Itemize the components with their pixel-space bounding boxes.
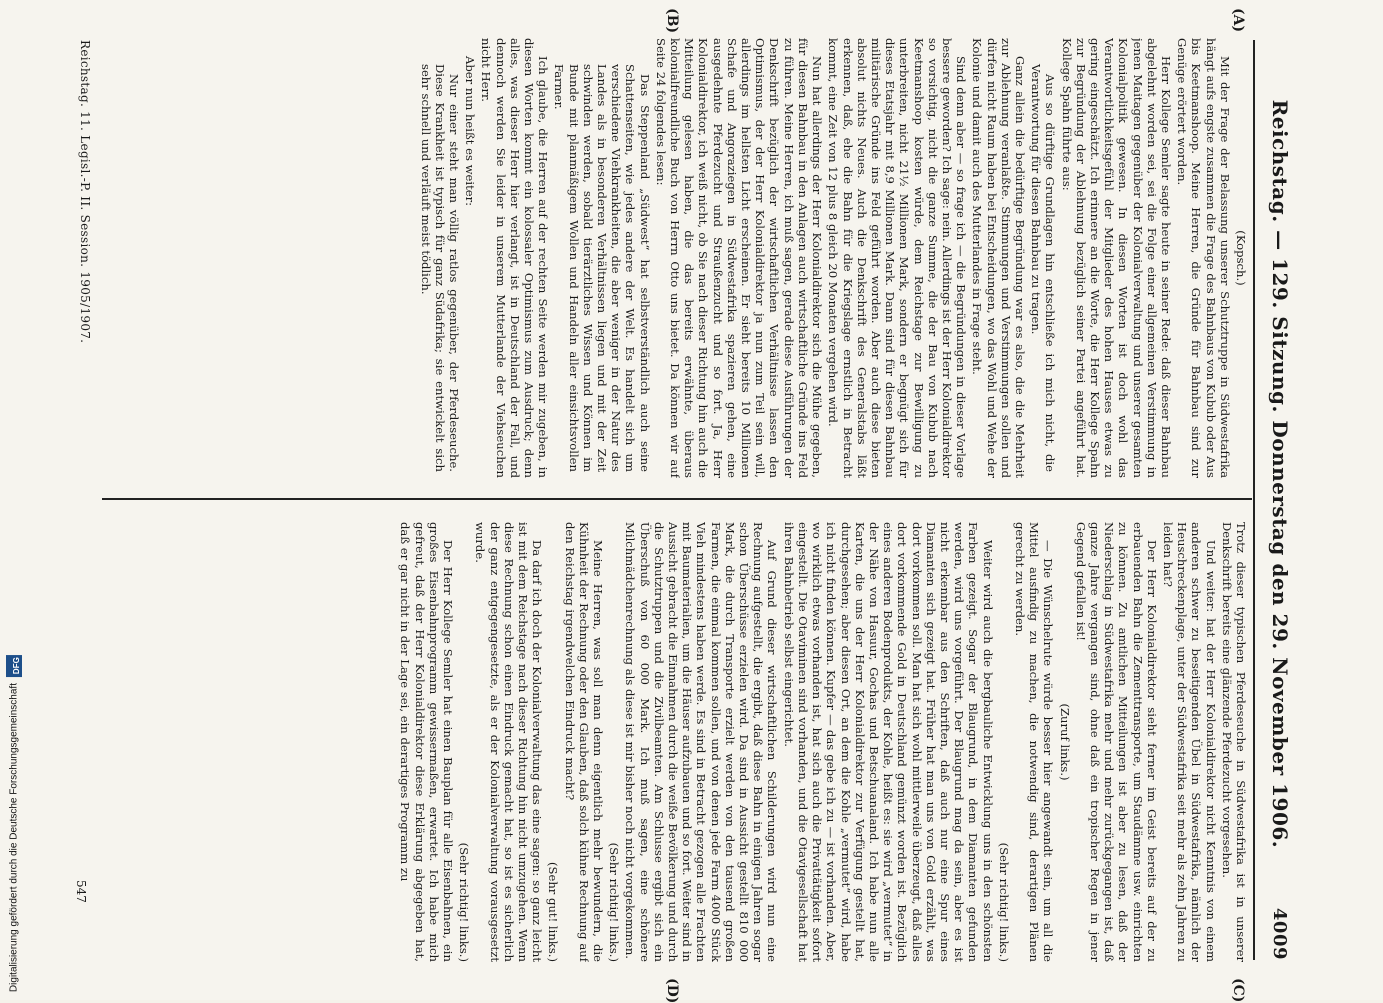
left-column [108, 38, 1248, 478]
margin-letter-d: (D) [664, 978, 680, 1003]
paragraph: Meine Herren, was soll man denn eigentlich mehr bewundern, die Kühnheit der Rechnung oder den Glauben, daß solch kühne Rechnung auf den Reichstag irgendwelchen Eindruck macht? [562, 522, 606, 962]
right-column [108, 522, 1248, 962]
paragraph: Aber nun heißt es weiter: [463, 56, 478, 207]
interjection: (Sehr gut! links.) [546, 862, 561, 962]
digitization-credit [6, 655, 22, 992]
speaker-name: (Kopsch.) [1234, 230, 1248, 286]
paragraph: Trotz dieser typischen Pferdeseuche in Südwestafrika ist in unserer Denkschrift bereits eine glänzende Pferdezucht vorgesehen. [1219, 522, 1248, 962]
margin-letter-a: (A) [1230, 8, 1246, 33]
quotation: Aus so dürftige Grundlagen hin entschließe ich mich nicht, die Verantwortung für diesen Bahnbau zu tragen. [1029, 64, 1058, 472]
paragraph: Der Herr Kollege Semler hat einen Bauplan für alle Eisenbahnen, ein großes Eisenbahnprogramm gewissermaßen, erwartet. Ich habe mich gefreut, daß der Herr Kolonialdirektor diese Erklärung abgegeben hat, daß er gar nicht in der Lage sei, ein derartiges Programm zu [398, 522, 456, 962]
paragraph: Mit der Frage der Belassung unserer Schutztruppe in Südwestafrika hängt aufs engste zusammen die Frage des Bahnbaus von Kubub oder Aus bis Keetmanshoop. Meine Herren, die Gründe für Bahnbau sind zur Genüge erörtert worden. [1175, 38, 1232, 478]
header-rule [1253, 40, 1255, 960]
quotation: Nur einer steht man völlig ratlos gegenüber, der Pferdeseuche. Diese Krankheit ist typisch für ganz Südafrika; sie entwickelt sich sehr schnell und verläuft meist tödlich. [418, 64, 462, 472]
footer-session: Reichstag. 11. Legisl.-P. II. Session. 1905/1907. [78, 40, 92, 344]
paragraph: Ganz allein die bedürftige Begründung war es also, die die Mehrheit zur Ablehnung veranlaßte. Stimmungen und Verstimmungen sollen und dürfen nicht Raum haben bei Entscheidungen, wo das Wohl und Wehe der Kolonie und damit auch des Mutterlandes in Frage steht. [970, 38, 1027, 478]
dfg-logo-icon: DFG [6, 655, 22, 677]
paragraph: Ich glaube, die Herren auf der rechten Seite werden mir zugeben, in diesen Worten kommt ein kolossaler Optimismus zum Ausdruck; denn alles, was dieser Herr hier verlangt, ist in Deutschland der Fall, und dennoch werden Sie leider in unserem Mutterlande der Viehseuchen nicht Herr. [479, 38, 551, 478]
page-header [1260, 40, 1300, 960]
interjection: (Zuruf links.) [1057, 703, 1072, 781]
paragraph: Da darf ich doch der Kolonialverwaltung das eine sagen: so ganz leicht ist mit dem Reichstage nach dieser Richtung hin nicht umzugehen. Wenn diese Rechnung schon einen Eindruck gemacht hat, so ist es sicherlich der ganz entgegengesetzte, als er der Kolonialverwaltung vorausgesetzt wurde. [473, 522, 545, 962]
paragraph: Sind denn aber — so frage ich — die Begründungen in dieser Vorlage bessere geworden? Ich sage: nein. Allerdings ist der Herr Kolonialdirektor so vorsichtig, nicht die ganze Summe, die der Bau von Kubub nach Keetmanshoop kosten würde, dem Reichstage zur Bewilligung zu unterbreiten, nicht 21½ Millionen Mark, sondern er begnügt sich für dieses Etatsjahr mit 8,9 Millionen Mark. Dann sind für diesen Bahnbau militärische Gründe ins Feld geführt worden. Aber auch diese bieten absolut nichts Neues. Auch die Denkschrift des Generalstabs läßt erkennen, daß, ehe die Bahn für die Kriegslage ernstlich in Betracht kommt, eine Zeit von 12 plus 8 gleich 20 Monaten vergehen wird. [826, 38, 969, 478]
credit-text: Digitalisierung gefördert durch die Deutsche Forschungsgemeinschaft [8, 682, 20, 992]
page-number: 4009 [1269, 907, 1291, 960]
paragraph: Herr Kollege Semler sagte heute in seiner Rede: daß dieser Bahnbau abgelehnt worden sei, sei die Folge einer allgemeinen Verstimmung in jenen Maitagen gegenüber der Kolonialverwaltung und unserer gesamten Kolonialpolitik gewesen. In diesen Worten ist doch wohl das Verantwortlichkeitsgefühl der Mitglieder des hohen Hauses etwas zu gering eingeschätzt. Ich erinnere an die Worte, die Herr Kollege Spahn zur Begründung der Ablehnung bezüglich seiner Partei angeführt hat. Kollege Spahn führte aus: [1059, 38, 1173, 478]
page-footer [78, 40, 92, 480]
paragraph: Der Herr Kolonialdirektor sieht ferner im Geist bereits auf der zu erbauenden Bahn die Zementtransporte, um Staudämme usw. einrichten zu können. Zu amtlichen Mitteilungen ist aber zu lesen, daß der Niederschlag in Südwestafrika mehr und mehr zurückgegangen ist, daß ganze Jahre vergangen sind, ohne daß ein tropischer Regen in jener Gegend gefallen ist! [1073, 522, 1159, 962]
interjection: (Sehr richtig! links.) [607, 842, 622, 962]
paragraph: Auf Grund dieser wirtschaftlichen Schilderungen wird nun eine Rechnung aufgestellt, die ergibt, daß diese Bahn in einigen Jahren sogar schon Überschüsse erzielen wird. Da sind in Aussicht gestellt 810 000 Mark, die durch Transporte erzielt werden von den tausend großen Farmen, die einmal kommen sollen, und von denen jede Farm 4000 Stück Vieh mindestens haben werde. Es sind in Betracht gezogen alle Frachten mit Baumaterialien, um die Häuser aufzubauen und so fort. Weiter sind in Aussicht gebracht die Einnahmen durch die weiße Bevölkerung und durch die Schutztruppen und die Zivilbeamten. Am Schlusse ergibt sich ein Überschuß von 60 000 Mark. Ich muß sagen, eine schönere Milchmädchenrechnung als diese ist mir bisher noch nicht vorgekommen. [623, 522, 780, 962]
sheet-number: 547 [74, 880, 88, 903]
margin-letter-c: (C) [1230, 978, 1246, 1003]
paragraph: Nun hat allerdings der Herr Kolonialdirektor sich die Mühe gegeben, für diesen Bahnbau in den Anlagen auch wirtschaftliche Gründe ins Feld zu führen. Meine Herren, ich muß sagen, gerade diese Ausführungen der Denkschrift bezüglich der wirtschaftlichen Verhältnisse lassen den Optimismus, der der Herr Kolonialdirektor ja nun zum Teil sein will, allerdings im hellsten Licht erscheinen. Er sieht bereits 10 Millionen Schafe und Angoraziegen in Südwestafrika spazieren gehen, eine ausgedehnte Pferdezucht und Straußenzucht und so fort. Ja, Herr Kolonialdirektor, ich weiß nicht, ob Sie nach dieser Richtung hin auch die Mitteilung gelesen haben, die das bereits erwähnte, überaus kolonialfreundliche Buch von Herrn Otto uns bietet. Da können wir auf Seite 24 folgendes lesen: [653, 38, 825, 478]
column-divider [102, 498, 1252, 500]
margin-letter-b: (B) [664, 8, 680, 34]
page-header-title: Reichstag. — 129. Sitzung. Donnerstag den 29. November 1906. [1268, 99, 1292, 849]
quotation: Das Steppenland „Südwest“ hat selbstverständlich auch seine Schattenseiten, wie jedes andere der Welt. Es handelt sich um verschiedene Viehkrankheiten, die aber weniger in der Natur des Landes als in besonderen Verhältnissen liegen und mit der Zeit schwinden werden, sobald tierärztliches Wissen und Können im Bunde mit planmäßigem Wollen und Handeln aller einsichtsvollen Farmer. [552, 64, 652, 472]
paragraph: — Die Wünschelrute würde besser hier angewandt sein, um all die Mittel ausfindig zu machen, die notwendig sind, derartigen Plänen gerecht zu werden. [1012, 522, 1056, 962]
interjection: (Sehr richtig! links.) [996, 842, 1011, 962]
paragraph: Weiter wird auch die bergbauliche Entwicklung uns in den schönsten Farben gezeigt. Sogar der Blaugrund, in dem Diamanten gefunden werden, wird uns vorgeführt. Der Blaugrund mag da sein, aber es ist nicht erkennbar aus den Schriften, daß auch nur eine Spur eines Diamanten sich gezeigt hat. Früher hat man uns von Gold erzählt, was dort vorkommen soll. Man hat sich wohl mittlerweile überzeugt, daß alles dort vorkommende Gold in Deutschland gemünzt worden ist. Bezüglich eines anderen Bodenprodukts, der Kohle, heißt es: sie wird „vermutet“ in der Nähe von Hasuur, Gochas und Betschuanaland. Ich habe nun alle Karten, die uns der Herr Kolonialdirektor zur Verfügung gestellt hat, durchgesehen; aber diesen Ort, an dem die Kohle „vermutet“ wird, habe ich nicht finden können. Kupfer — das gebe ich zu — ist vorhanden. Aber, wo wirklich etwas vorhanden ist, hat sich auch die Privattätigkeit sofort eingestellt. Die Otaviminen sind vorhanden, und die Otavigesellschaft hat ihren Bahnbetrieb selbst eingerichtet. [781, 522, 995, 962]
interjection: (Sehr richtig! links.) [457, 842, 472, 962]
paragraph: Und weiter: hat der Herr Kolonialdirektor nicht Kenntnis von einem anderen schwer zu beseitigenden Übel in Südwestafrika, nämlich der Heuschreckenplage, unter der Südwestafrika seit mehr als zehn Jahren zu leiden hat? [1160, 522, 1218, 962]
